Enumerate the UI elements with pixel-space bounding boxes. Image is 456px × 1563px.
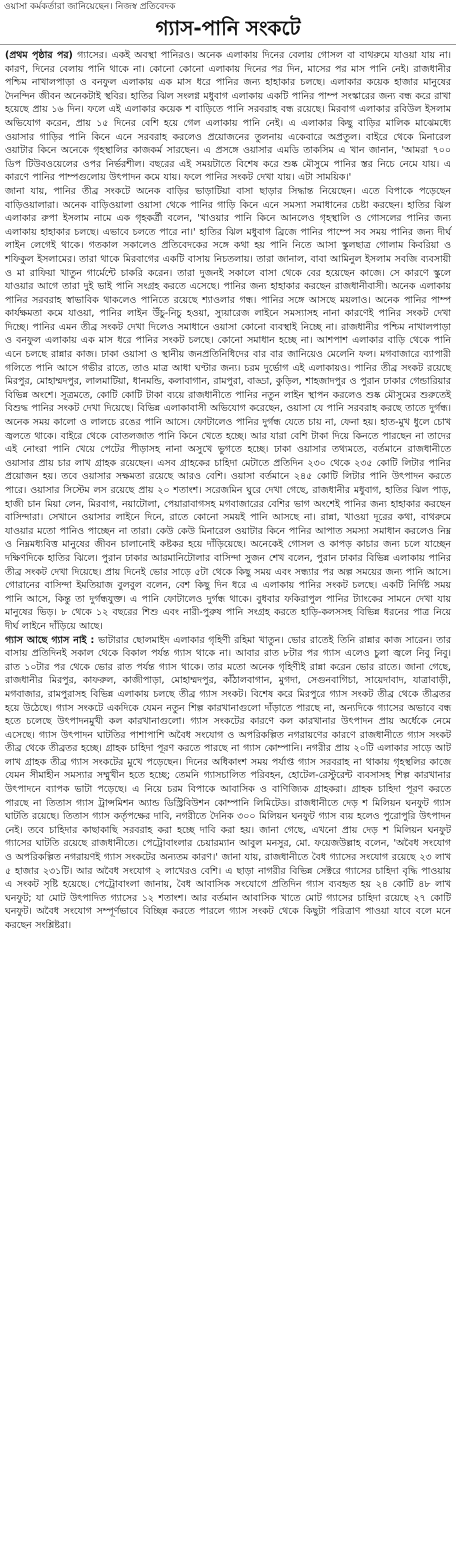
section-subhead: গ্যাস আছে গ্যাস নাই : <box>5 634 95 646</box>
cut-off-top-line: ওয়াসা কর্মকর্তারা জানিয়েছেন। নিজস্ব প্রতিবেদক <box>4 2 176 12</box>
paragraph-3-text: ভাটারার ছোলমাইদ এলাকার গৃহিণী রহিমা খাতুন। ভোর রাতেই তিনি রান্নার কাজ সারেন। তার বাসায় প্রতিদিনই সকাল থেকে বিকাল পর্যন্ত গ্যাস থাকে না। আবার রাত ৮টার পর গ্যাস এলেও চুলা জ্বলে নিবু নিবু। রাত ১০টার পর থেকে ভোর রাত পর্যন্ত গ্যাস থাকে। তার মতো অনেক গৃহিণীই রান্না করেন ভোর রাতে। জানা গেছে, রাজধানীর মিরপুর, কাফরুল, কাজীপাড়া, মোহাম্মদপুর, কাঁঠালবাগান, মুগদা, সেগুনবাগিচা, সায়েদাবাদ, যাত্রাবাড়ী, মগবাজার, রামপুরাসহ বিভিন্ন এলাকায় চলছে তীব্র গ্যাস সংকট। বিশেষ করে মিরপুরে গ্যাস সংকট তীব্র থেকে তীব্রতর হয়ে উঠেছে। গ্যাস সংকটে একদিকে যেমন নতুন শিল্প কারখানাগুলো দাঁড়াতে পারছে না, অন্যদিকে গ্যাসের অভাবে বন্ধ হতে চলেছে উৎপাদনমুখী কল কারখানাগুলো। গ্যাস সংকটের কারণে কল কারখানার উৎপাদন প্রায় অর্ধেকে নেমে এসেছে। গ্যাস উৎপাদন ঘাটতির পাশাপাশি অবৈধ সংযোগ ও অপরিকল্পিত নগরায়ণের কারণে রাজধানীতে গ্যাস সংকট তীব্র থেকে তীব্রতর হচ্ছে। গ্রাহক চাহিদা পূরণ করতে পারছে না গ্যাস কোম্পানি। নগরীর প্রায় ২০টি এলাকার সাড়ে আট লাখ গ্রাহক তীব্র গ্যাস সংকটের মুখে পড়েছেন। দিনের অধিকাংশ সময় পর্যাপ্ত গ্যাস সরবরাহ না থাকায় গৃহস্থলির কাজে যেমন সীমাহীন সমস্যার সম্মুখীন হতে হচ্ছে; তেমনি গ্যাসচালিত পরিবহন, হোটেল-রেস্টুরেন্ট ব্যবসাসহ শিল্প কারখানার উৎপাদনে ব্যাপক ভাটা পড়েছে। এ নিয়ে চরম বিপাকে আবাসিক ও বাণিজ্যিক গ্রাহকরা। গ্রাহক চাহিদা পূরণ করতে পারছে না তিতাস গ্যাস ট্রান্সমিশন অ্যান্ড ডিস্ট্রিবিউশন কোম্পানি লিমিটেড। রাজধানীতে দেড় শ মিলিয়ন ঘনফুট গ্যাস ঘাটতি রয়েছে। তিতাস গ্যাস কর্তৃপক্ষের দাবি, নগরীতে দৈনিক ৩০০ মিলিয়ন ঘনফুট গ্যাস ব্যয় হলেও পুরোপুরি উৎপাদন নেই। তবে চাহিদার কাছাকাছি সরবরাহ করা হচ্ছে দাবি করা হয়। জানা গেছে, এখনো প্রায় দেড় শ মিলিয়ন ঘনফুট গ্যাসের ঘাটতি রয়েছে রাজধানীতে। পেট্রোবাংলার চেয়ারম্যান আবুল মনসুর, মো. ফয়েজউল্লাহ বলেন, 'অবৈধ সংযোগ ও অপরিকল্পিত নগরায়ণই গ্যাস সংকটের অন্যতম কারণ।' জানা যায়, রাজধানীতে বৈধ গ্যাসের সংযোগ রয়েছে ২৩ লাখ ৫ হাজার ২৩১টি। আর অবৈধ সংযোগ ২ লাখেরও বেশি। এ ছাড়া নাগরীর বিভিন্ন সেক্টরে গ্যাসের চাহিদা বৃদ্ধি পাওয়ায় এ সংকট সৃষ্টি হয়েছে। পেট্রোবাংলা জানায়, বৈধ আবাসিক সংযোগে প্রতিদিন গ্যাস ব্যবহৃত হয় ২৪ কোটি ৪৮ লাখ ঘনফুট; যা মোট উৎপাদিত গ্যাসের ১২ শতাংশ। আর বর্তমান আবাসিক খাতে মোট গ্যাসের চাহিদা রয়েছে ২৭ কোটি ঘনফুট। অবৈধ সংযোগ সম্পূর্ণভাবে বিচ্ছিন্ন করতে পারলে গ্যাস সংকট থেকে কিছুটা পরিত্রাণ পাওয়া যাবে বলে মনে করছেন সংশ্লিষ্টরা। <box>5 634 451 931</box>
article-headline: গ্যাস-পানি সংকটে <box>0 14 456 45</box>
article-body <box>0 45 456 933</box>
paragraph-1-text: গ্যাসের। একই অবস্থা পানিরও। অনেক এলাকায় দিনের বেলায় গোসল বা বাথরুমে যাওয়া যায় না। কারণ, দিনের বেলায় পানি থাকে না। কোনো কোনো এলাকায় দিনের পর দিন, মাসের পর মাস পানি নেই। রাজধানীর পশ্চিম নাখালপাড়া ও বনফুল এলাকায় এক মাস ধরে পানির জন্য হাহাকার চলছে। এলাকার কয়েক হাজার মানুষের দৈনন্দিন জীবন অনেকটাই স্থবির। হাতির ঝিল সংলগ্ন মধুবাগ এলাকায় একটি পানির পাম্প সংস্কারের জন্য বন্ধ করে রাখা হয়েছে প্রায় ১৬ দিন। ফলে এই এলাকার কয়েক শ বাড়িতে পানি সরবরাহ বন্ধ রয়েছে। মিরবাগ এলাকার রবিউল ইসলাম অভিযোগ করেন, প্রায় ১৫ দিনের বেশি হয়ে গেল এলাকায় পানি নেই। এ এলাকার কিছু বাড়ির মালিক মাঝেমধ্যে ওয়াসার গাড়ির পানি কিনে এনে সরবরাহ করলেও প্রয়োজনের তুলনায় একেবারে অপ্রতুল। বাইরে থেকে মিনারেল ওয়াটার কিনে অনেকে গৃহস্থালির কাজকর্ম সারছেন। এ প্রসঙ্গে ওয়াসার এমডি তাকসিম এ খান জানান, 'আমরা ৭০০ ডিপ টিউবওয়েলের ওপর নির্ভরশীল। বছরের এই সময়টাতে বিশেষ করে শুষ্ক মৌসুমে পানির স্তর নিচে নেমে যায়। এ কারণে পানির পাম্পগুলোয় উৎপাদন কমে যায়। ফলে পানির সংকট দেখা যায়। এটা সাময়িক।' <box>5 50 451 184</box>
paragraph-1 <box>5 49 451 185</box>
paragraph-3 <box>5 634 451 933</box>
continuation-tag: (প্রথম পৃষ্ঠার পর) <box>5 50 73 61</box>
paragraph-2: জানা যায়, পানির তীব্র সংকটে অনেক বাড়ির ভাড়াটিয়া বাসা ছাড়ার সিদ্ধান্ত নিয়েছেন। এতে বিপাকে পড়েছেন বাড়িওয়ালারা। অনেক বাড়িওয়ালা ওয়াসা থেকে পানির গাড়ি কিনে এনে সমস্যা সমাধানের চেষ্টা করছেন। হাতির ঝিল এলাকার রুপা ইসলাম নামে এক গৃহকর্ত্রী বলেন, 'খাওয়ার পানি কিনে আনলেও গৃহস্থালি ও গোসলের পানির জন্য এলাকায় হাহাকার চলছে। এভাবে চলতে পারে না।' হাতির ঝিল মধুবাগ ব্রিজে পানির পাম্পে সব সময় পানির জন্য দীর্ঘ লাইন লেগেই থাকে। গতকাল সকালেও প্রতিবেদকের সঙ্গে কথা হয় পানি নিতে আসা স্কুলছাত্র গোলাম কিবরিয়া ও শফিকুল ইসলামের। তারা থাকে মিরবাগের একটি বাসায় নিচতলায়। তারা জানাল, বাবা আমিনুল ইসলাম সবজি ব্যবসায়ী ও মা রাফিয়া খাতুন গার্মেন্টে চাকরি করেন। তারা দুজনই সকালে বাসা থেকে বের হয়েছেন কাজে। সে কারণে স্কুলে যাওয়ার আগে তারা দুই ভাই পানি সংগ্রহ করতে এসেছে। পানির জন্য হাহাকার করছেন রাজধানীবাসী। অনেক এলাকায় পানির সরবরাহ স্বাভাবিক থাকলেও পানিতে রয়েছে শ্যাওলার গন্ধ। পানির সঙ্গে আসছে ময়লাও। অনেক পানির পাম্প কার্যক্ষমতা কমে যাওয়া, পানির লাইন উঁচু-নিচু হওয়া, স্যুয়ারেজ লাইনে সমস্যাসহ নানা কারণেই পানির সংকট দেখা দিচ্ছে। পানির এমন তীব্র সংকট দেখা দিলেও সমাধানে ওয়াসা কোনো ব্যবস্থাই নিচ্ছে না। রাজধানীর পশ্চিম নাখালপাড়া ও বনফুল এলাকায় এক মাস ধরে পানির সংকট চলছে। কোনো সমাধান হচ্ছে না। আশপাশ এলাকার বাড়ি থেকে পানি এনে চলছে রান্নার কাজ। ঢাকা ওয়াসা ও স্থানীয় জনপ্রতিনিধিদের বার বার জানিয়েও মেলেনি ফল। মগবাজারে ব্যাপারী গলিতে পানি আসে গভীর রাতে, তাও মাত্র আধা ঘণ্টার জন্য। চরম দুর্ভোগ এই এলাকায়ও। পানির তীব্র সংকট রয়েছে মিরপুর, মোহাম্মদপুর, লালমাটিয়া, ধানমন্ডি, কলাবাগান, রামপুরা, বাড্ডা, কুড়িল, শাহজাদপুর ও পুরান ঢাকার গেন্ডারিয়ার বিভিন্ন অংশে। সূত্রমতে, কোটি কোটি টাকা ব্যয়ে রাজধানীতে পানির নতুন লাইন স্থাপন করলেও শুষ্ক মৌসুমের শুরুতেই বিশুদ্ধ পানির সংকট দেখা দিয়েছে। বিভিন্ন এলাকাবাসী অভিযোগ করেছেন, ওয়াসা যে পানি সরবরাহ করছে তাতে দুর্গন্ধ। অনেক সময় কালো ও লালচে রঙের পানি আসে। ফোটালেও পানির দুর্গন্ধ যেতে চায় না, ফেনা হয়। হাত-মুখ ধুলে চোখ জ্বলতে থাকে। বাইরে থেকে বোতলজাত পানি কিনে খেতে হচ্ছে। আর যারা বেশি টাকা দিয়ে কিনতে পারছেন না তাদের এই নোংরা পানি খেয়ে পেটের পীড়াসহ নানা অসুখে ভুগতে হচ্ছে। ঢাকা ওয়াসার তথ্যমতে, বর্তমানে রাজধানীতে ওয়াসার প্রায় চার লাখ গ্রাহক রয়েছেন। এসব গ্রাহকের চাহিদা মেটাতে প্রতিদিন ২৩০ থেকে ২৩৫ কোটি লিটার পানির প্রয়োজন হয়। তবে ওয়াসার সক্ষমতা রয়েছে আরও বেশি। ওয়াসা বর্তমানে ২৪৫ কোটি লিটার পানি উৎপাদন করতে পারে। ওয়াসার সিস্টেম লস রয়েছে প্রায় ২০ শতাংশ। সরেজমিন ঘুরে দেখা গেছে, রাজধানীর মধুবাগ, হাতির ঝিল পাড়, হাজী চান মিয়া লেন, মিরবাগ, নয়াটোলা, পেয়ারাবাগসহ মগবাজারের বেশির ভাগ অংশেই পানির জন্য হাহাকার করছেন বাসিন্দারা। সেখানে ওয়াসার লাইনে দিনে, রাতে কোনো সময়ই পানি আসছে না। রান্না, খাওয়া দূরের কথা, বাথরুমে যাওয়ার মতো পানিও পাচ্ছেন না তারা। কেউ কেউ মিনারেল ওয়াটার কিনে পানির আপাত সমস্যা সমাধান করলেও নিম্ন ও নিম্নমধ্যবিত্ত মানুষের জীবন চালানোই কষ্টকর হয়ে দাঁড়িয়েছে। অনেকেই গোসল ও কাপড় কাচার জন্য চলে যাচ্ছেন দক্ষিণদিকে হাতির ঝিলে। পুরান ঢাকার আরমানিটোলার বাসিন্দা সুজন শেখ বলেন, পুরান ঢাকার বিভিন্ন এলাকায় পানির তীব্র সংকট দেখা দিয়েছে। প্রায় দিনেই ভোর সাড়ে ৫টা থেকে কিছু সময় এবং সন্ধ্যার পর অল্প সময়ের জন্য পানি আসে। গোরানের বাসিন্দা ইমতিয়াজ বুলবুল বলেন, বেশ কিছু দিন ধরে এ এলাকায় পানির সংকট চলছে। একটি নির্দিষ্ট সময় পানি আসে, কিন্তু তা দুর্গন্ধযুক্ত। এ পানি ফোটালেও দুর্গন্ধ থাকে। বুধবার ফকিরাপুল পানির ট্যাংকের সামনে দেখা যায় মানুষের ভিড়। ৮ থেকে ১২ বছরের শিশু এবং নারী-পুরুষ পানি সংগ্রহ করতে হাড়ি-কলসসহ বিভিন্ন ধরনের পাত্র নিয়ে দীর্ঘ লাইনে দাঁড়িয়ে আছে। <box>5 185 451 632</box>
